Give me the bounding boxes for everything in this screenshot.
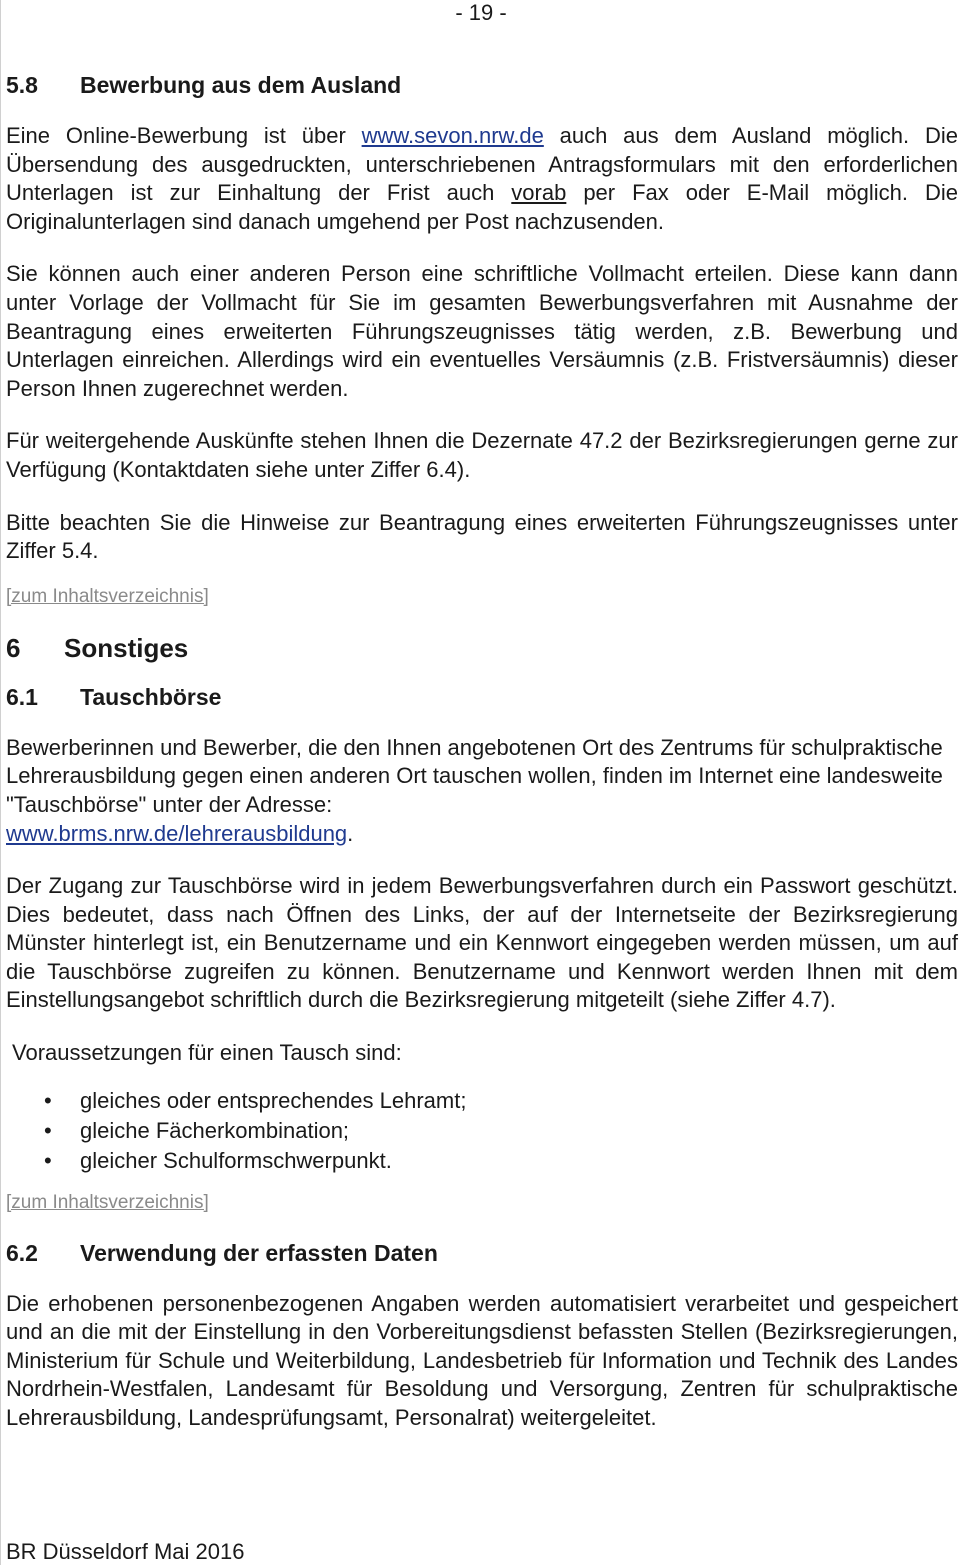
section-title: Sonstiges: [64, 632, 189, 663]
paragraph-exchange-intro: [6, 734, 958, 848]
list-item-text: gleicher Schulformschwerpunkt.: [80, 1147, 392, 1173]
section-heading-6-2: [6, 1238, 958, 1268]
paragraph-further-information: Für weitergehende Auskünfte stehen Ihnen die Dezernate 47.2 der Bezirksregierungen gerne zur Verfügung (Kontaktdaten siehe unter Ziffer 6.4).: [6, 428, 958, 482]
paragraph-data-usage: Die erhobenen personenbezogenen Angaben werden automatisiert verarbeitet und gespeichert und an die mit der Einstellung in den Vorbereitungsdienst befassten Stellen (Bezirksregierungen, Ministerium für Schule und Weiterbildung, Landesbetrieb für Information und Technik des Landes Nordrhein-Westfalen, Landesamt für Besoldung und Versorgung, Zentren für schulpraktische Lehrerausbildung, Landesprüfungsamt, Personalrat) weitergeleitet.: [6, 1290, 958, 1431]
underlined-word: vorab: [511, 180, 567, 206]
page-number: - 19 -: [455, 0, 507, 25]
section-title: Bewerbung aus dem Ausland: [80, 72, 402, 98]
text-run: .: [347, 820, 354, 846]
toc-link[interactable]: [zum Inhaltsverzeichnis]: [6, 585, 209, 607]
section-number: 6.2: [6, 1239, 38, 1266]
list-item: [6, 1086, 958, 1116]
section-heading-5-8: [6, 70, 958, 100]
list-item-text: gleiche Fächerkombination;: [80, 1117, 350, 1143]
text-run: Eine Online-Bewerbung ist über: [6, 123, 362, 148]
bullet-icon: •: [44, 1117, 52, 1143]
paragraph-access-password: Der Zugang zur Tauschbörse wird in jedem Bewerbungsverfahren durch ein Passwort geschützt. Dies bedeutet, dass nach Öffnen des Links, der auf der Internetseite der Bezirksregierung Münster hinterlegt ist, ein Benutzername und ein Kennwort eingegeben werden müssen, um auf die Tauschbörse zugreifen zu können. Benutzername und Kennwort werden Ihnen mit dem Einstellungsangebot schriftlich durch die Bezirksregierung mitgeteilt (siehe Ziffer 4.7).: [6, 873, 958, 1013]
paragraph-online-application: [6, 122, 958, 236]
list-item: [6, 1116, 958, 1146]
section-title: Verwendung der erfassten Daten: [80, 1239, 438, 1266]
text-run: Bewerberinnen und Bewerber, die den Ihnen angebotenen Ort des Zentrums für schulpraktische Lehrerausbildung gegen einen anderen Ort tauschen wollen, finden im Internet eine landesweite "Tauschbörse" unter der Adresse:: [6, 734, 943, 817]
sevon-link[interactable]: www.sevon.nrw.de: [361, 123, 544, 148]
section-heading-6: [6, 632, 958, 664]
section-title: Tauschbörse: [80, 683, 222, 710]
toc-link[interactable]: [zum Inhaltsverzeichnis]: [6, 1191, 209, 1213]
section-number: 6: [6, 632, 21, 663]
footer: BR Düsseldorf Mai 2016: [6, 1539, 245, 1564]
paragraph-power-of-attorney: Sie können auch einer anderen Person eine schriftliche Vollmacht erteilen. Diese kann dann unter Vorlage der Vollmacht für Sie im gesamten Bewerbungsverfahren mit Ausnahme der Beantragung eines erweiterten Führungszeugnisses tätig werden, z.B. Bewerbung und Unterlagen einreichen. Allerdings wird ein eventuelles Versäumnis (z.B. Fristversäumnis) dieser Person Ihnen zugerechnet werden.: [6, 261, 958, 401]
list-item-text: gleiches oder entsprechendes Lehramt;: [80, 1087, 467, 1113]
list-intro: Voraussetzungen für einen Tausch sind:: [12, 1040, 402, 1066]
section-number: 6.1: [6, 683, 38, 710]
bullet-icon: •: [44, 1147, 52, 1173]
requirements-list: [6, 1086, 958, 1176]
section-number: 5.8: [6, 72, 38, 98]
brms-link[interactable]: www.brms.nrw.de/lehrerausbildung: [6, 820, 348, 846]
paragraph-notes: Bitte beachten Sie die Hinweise zur Beantragung eines erweiterten Führungszeugnisses unter Ziffer 5.4.: [6, 509, 958, 564]
text-run: per Fax oder E-Mail möglich. Die Originalunterlagen sind danach umgehend per Post nachzusenden.: [6, 180, 958, 234]
section-heading-6-1: [6, 682, 958, 712]
bullet-icon: •: [44, 1087, 52, 1113]
list-item: [6, 1146, 958, 1176]
text-run: auch aus dem Ausland möglich. Die Übersendung des ausgedruckten, unterschriebenen Antragsformulars mit den erforderlichen Unterlagen ist zur Einhaltung der Frist auch: [6, 123, 958, 206]
document-body: [6, 70, 958, 1457]
